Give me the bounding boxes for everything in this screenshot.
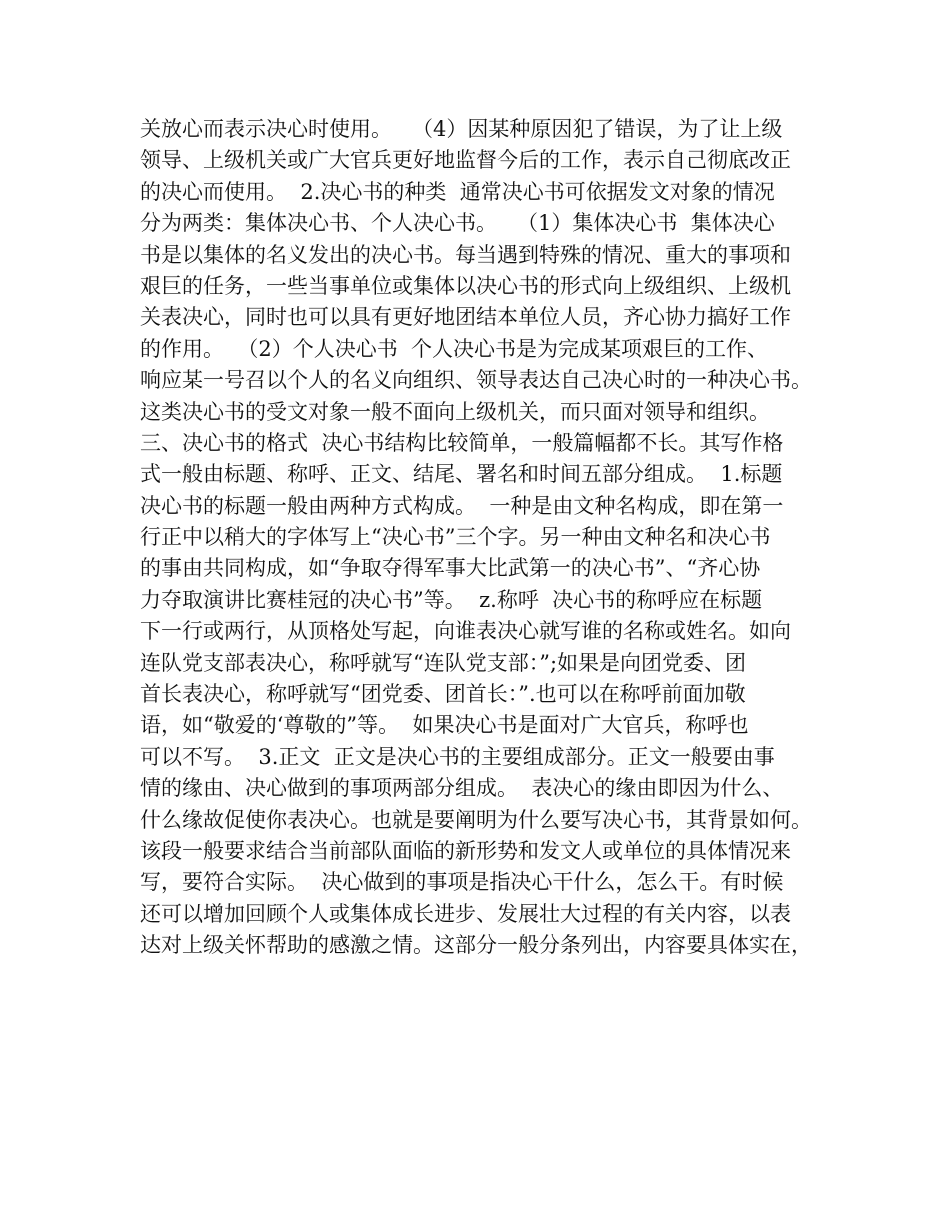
text-line-10: 这类决心书的受文对象一般不面向上级机关，而只面对领导和组织。 — [140, 399, 770, 424]
text-line-22: 情的缘由、决心做到的事项两部分组成。 表决心的缘由即因为什么、 — [140, 776, 784, 801]
text-line-7: 关表决心，同时也可以具有更好地团结本单位人员，齐心协力搞好工作 — [140, 305, 791, 330]
text-line-4: 分为两类：集体决心书、个人决心书。 （1）集体决心书 集体决心 — [140, 211, 775, 236]
body-text — [140, 114, 830, 962]
text-line-9: 响应某一号召以个人的名义向组织、领导表达自己决心时的一种决心书。 — [140, 368, 812, 393]
text-line-23: 什么缘故促使你表决心。也就是要阐明为什么要写决心书，其背景如何。 — [140, 807, 812, 832]
text-line-2: 领导、上级机关或广大官兵更好地监督今后的工作，表示自己彻底改正 — [140, 148, 791, 173]
text-line-14: 行正中以稍大的字体写上“决心书”三个字。另一种由文种名和决心书 — [140, 525, 771, 550]
text-line-19: 首长表决心，称呼就写“团党委、团首长：”.也可以在称呼前面加敬 — [140, 682, 746, 707]
text-line-25: 写，要符合实际。 决心做到的事项是指决心干什么，怎么干。有时候 — [140, 870, 784, 895]
text-line-27: 达对上级关怀帮助的感激之情。这部分一般分条列出，内容要具体实在， — [140, 933, 812, 958]
text-line-26: 还可以增加回顾个人或集体成长进步、发展壮大过程的有关内容，以表 — [140, 901, 791, 926]
text-line-24: 该段一般要求结合当前部队面临的新形势和发文人或单位的具体情况来 — [140, 838, 791, 863]
text-line-18: 连队党支部表决心，称呼就写“连队党支部：”;如果是向团党委、团 — [140, 650, 747, 675]
text-line-13: 决心书的标题一般由两种方式构成。 一种是由文种名构成，即在第一 — [140, 493, 784, 518]
text-line-21: 可以不写。 3.正文 正文是决心书的主要组成部分。正文一般要由事 — [140, 744, 775, 769]
text-line-1: 关放心而表示决心时使用。 （4）因某种原因犯了错误，为了让上级 — [140, 117, 783, 141]
text-line-3: 的决心而使用。 2.决心书的种类 通常决心书可依据发文对象的情况 — [140, 179, 775, 204]
text-line-20: 语，如“敬爱的‘尊敬的”等。 如果决心书是面对广大官兵，称呼也 — [140, 713, 749, 738]
text-line-5: 书是以集体的名义发出的决心书。每当遇到特殊的情况、重大的事项和 — [140, 242, 791, 267]
text-line-8: 的作用。 （2）个人决心书 个人决心书是为完成某项艰巨的工作、 — [140, 336, 769, 361]
text-line-15: 的事由共同构成，如“争取夺得军事大比武第一的决心书”、“齐心协 — [140, 556, 761, 581]
text-line-12: 式一般由标题、称呼、正文、结尾、署名和时间五部分组成。 1.标题 — [140, 462, 783, 487]
text-line-11: 三、决心书的格式 决心书结构比较简单，一般篇幅都不长。其写作格 — [140, 430, 784, 455]
text-line-17: 下一行或两行，从顶格处写起，向谁表决心就写谁的名称或姓名。如向 — [140, 619, 791, 644]
text-line-6: 艰巨的任务，一些当事单位或集体以决心书的形式向上级组织、上级机 — [140, 273, 791, 298]
text-line-16: 力夺取演讲比赛桂冠的决心书”等。 z.称呼 决心书的称呼应在标题 — [140, 587, 763, 612]
